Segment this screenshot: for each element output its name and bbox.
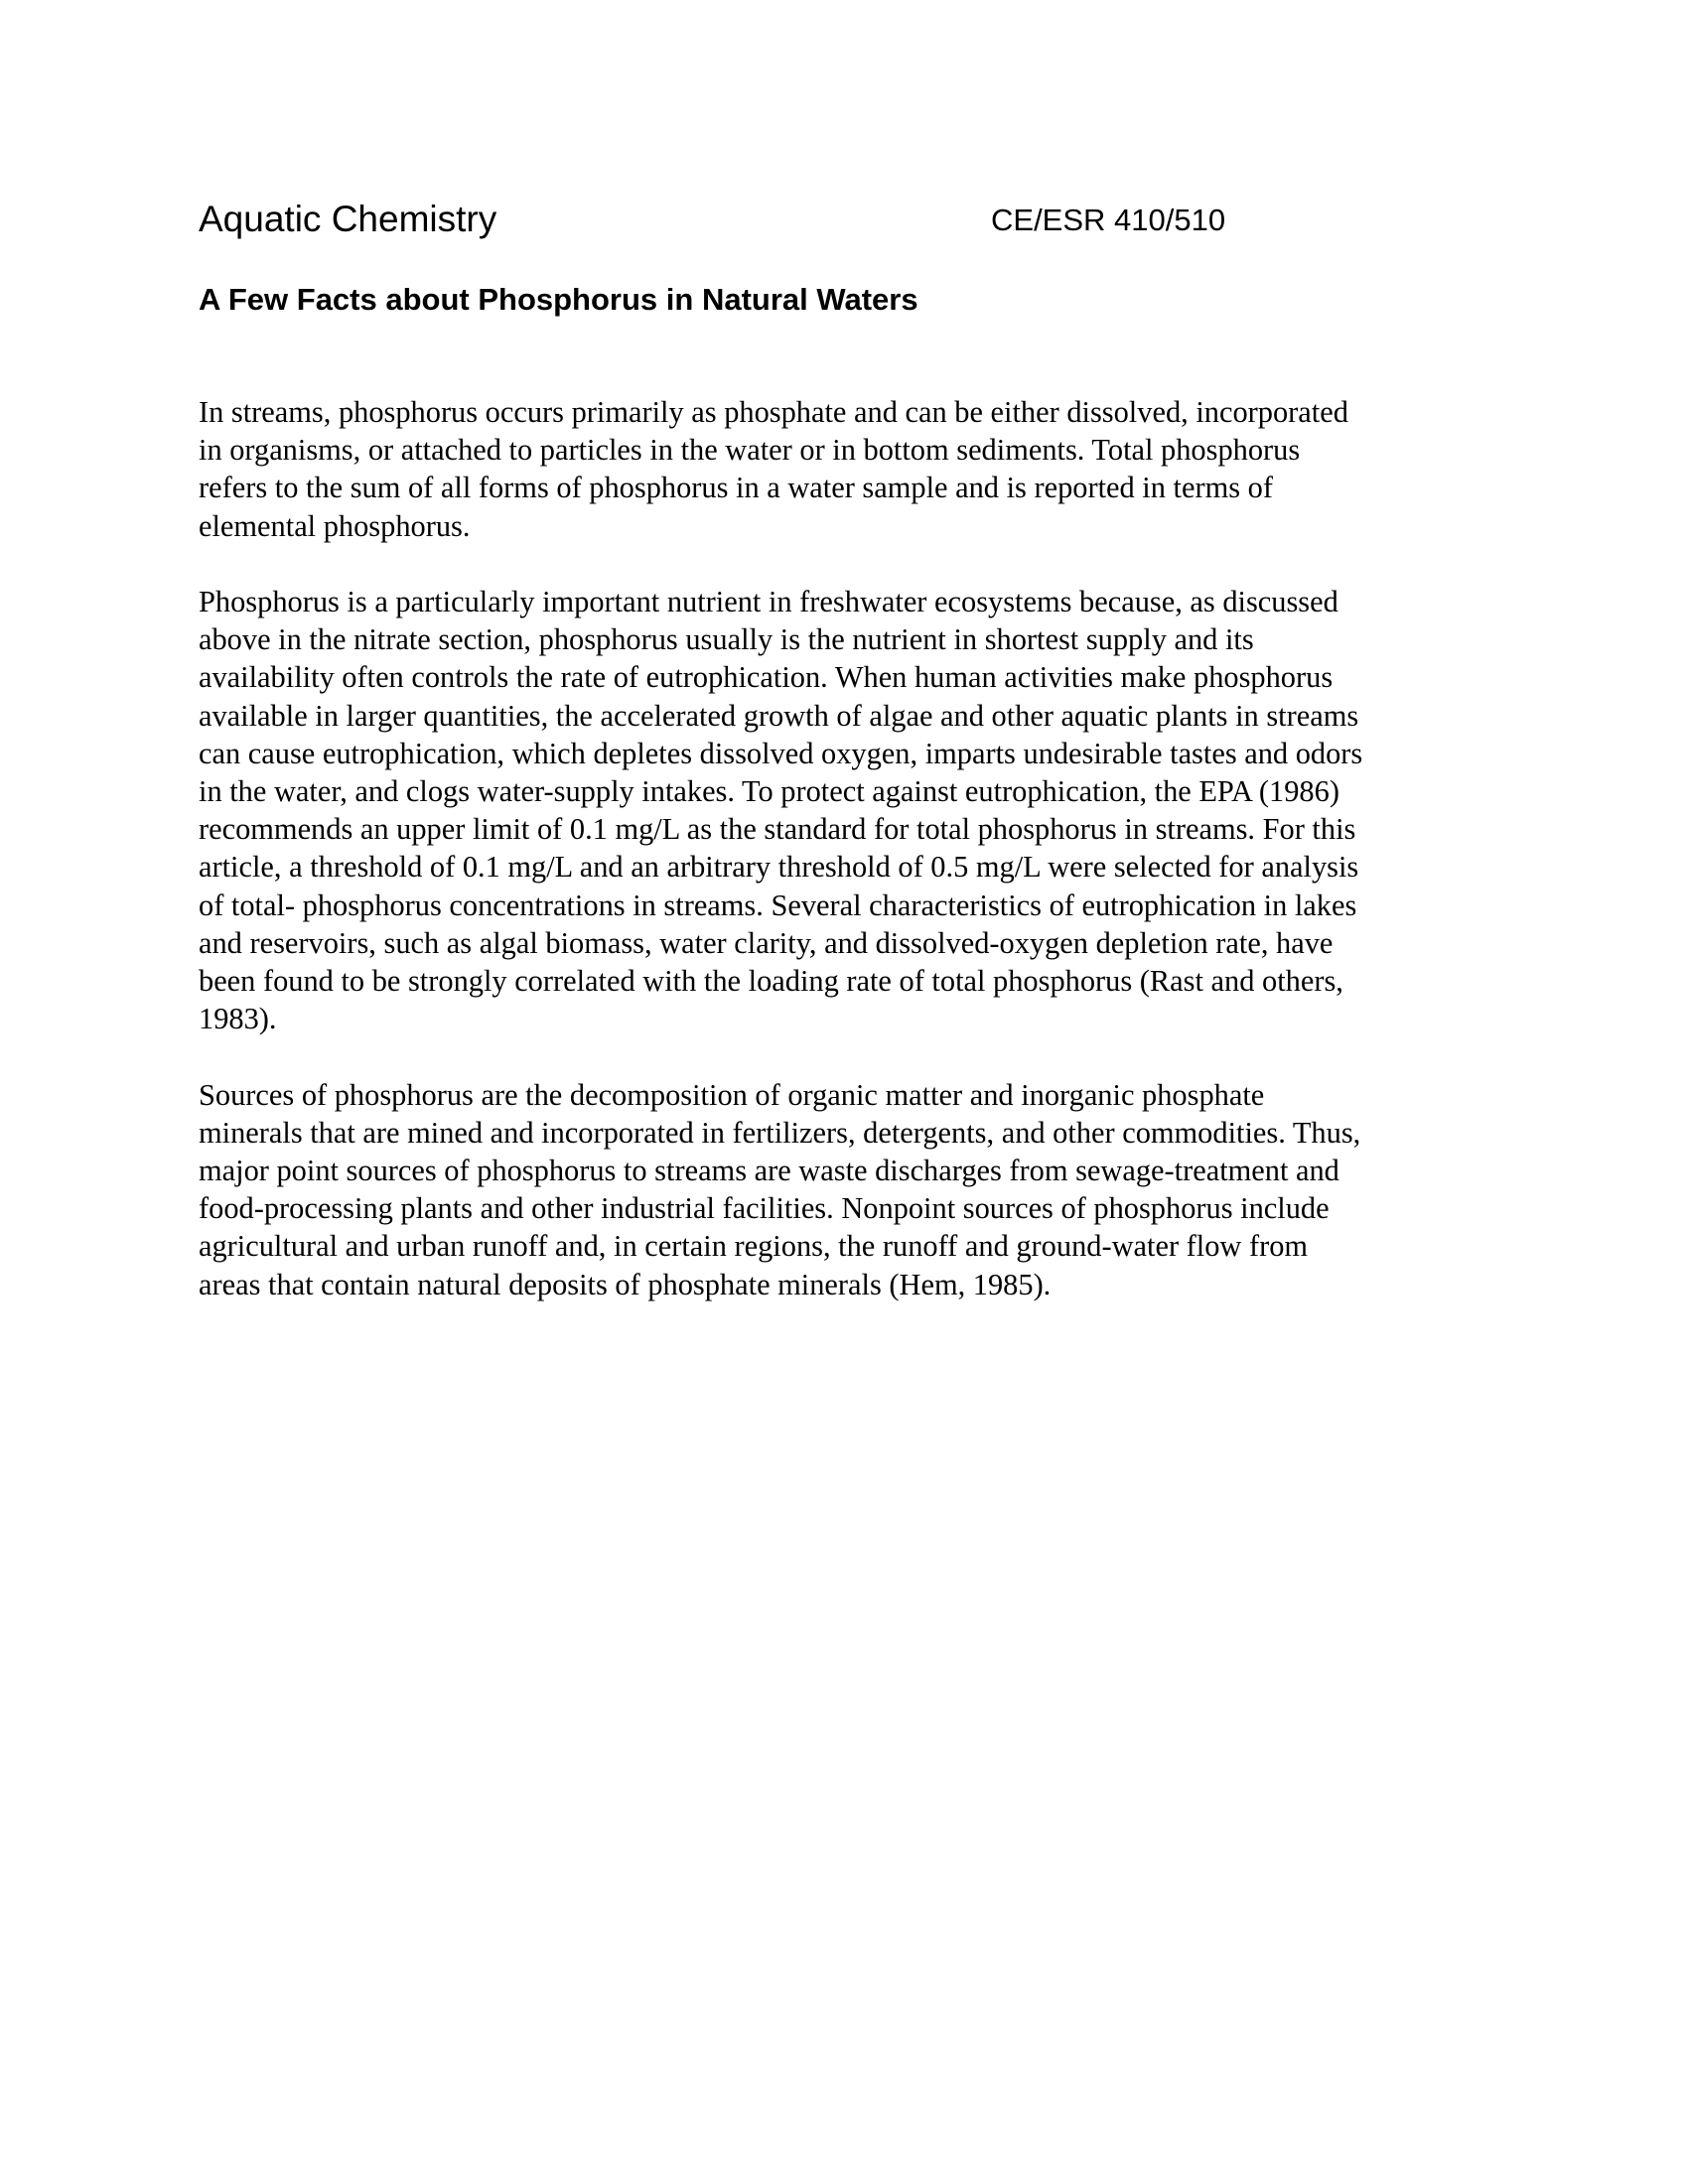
paragraph-3: [199, 1076, 1489, 1303]
text-line: minerals that are mined and incorporated in fertilizers, detergents, and other commodities. Thus,: [199, 1115, 1361, 1150]
text-line: available in larger quantities, the accelerated growth of algae and other aquatic plants in streams: [199, 698, 1359, 733]
text-line: article, a threshold of 0.1 mg/L and an arbitrary threshold of 0.5 mg/L were selected for analysis: [199, 850, 1359, 885]
text-line: Sources of phosphorus are the decomposition of organic matter and inorganic phosphate: [199, 1077, 1265, 1112]
text-line: 1983).: [199, 1002, 277, 1036]
text-line: refers to the sum of all forms of phosphorus in a water sample and is reported in terms of: [199, 471, 1273, 505]
text-line: in organisms, or attached to particles in the water or in bottom sediments. Total phosphorus: [199, 433, 1301, 468]
document-title: A Few Facts about Phosphorus in Natural Waters: [199, 282, 918, 317]
text-line: In streams, phosphorus occurs primarily as phosphate and can be either dissolved, incorporated: [199, 395, 1348, 429]
text-line: agricultural and urban runoff and, in certain regions, the runoff and ground-water flow from: [199, 1229, 1309, 1264]
course-title: Aquatic Chemistry: [199, 199, 497, 239]
text-line: availability often controls the rate of eutrophication. When human activities make phosphorus: [199, 660, 1334, 695]
text-line: can cause eutrophication, which depletes dissolved oxygen, imparts undesirable tastes and odors: [199, 736, 1363, 770]
text-line: elemental phosphorus.: [199, 508, 471, 543]
document-body: [199, 393, 1489, 1341]
text-line: been found to be strongly correlated with the loading rate of total phosphorus (Rast and others,: [199, 964, 1343, 999]
course-code: CE/ESR 410/510: [991, 203, 1226, 237]
text-line: major point sources of phosphorus to streams are waste discharges from sewage-treatment and: [199, 1154, 1339, 1188]
text-line: food-processing plants and other industrial facilities. Nonpoint sources of phosphorus include: [199, 1191, 1330, 1226]
paragraph-2: [199, 583, 1489, 1037]
text-line: of total- phosphorus concentrations in streams. Several characteristics of eutrophication in lakes: [199, 887, 1357, 922]
text-line: above in the nitrate section, phosphorus usually is the nutrient in shortest supply and its: [199, 622, 1254, 657]
text-line: areas that contain natural deposits of phosphate minerals (Hem, 1985).: [199, 1267, 1052, 1301]
text-line: Phosphorus is a particularly important nutrient in freshwater ecosystems because, as discussed: [199, 585, 1338, 618]
text-line: in the water, and clogs water-supply intakes. To protect against eutrophication, the EPA (1986): [199, 774, 1339, 809]
paragraph-1: [199, 393, 1489, 545]
page-header: [199, 195, 1251, 244]
text-line: and reservoirs, such as algal biomass, water clarity, and dissolved-oxygen depletion rate, have: [199, 925, 1334, 960]
text-line: recommends an upper limit of 0.1 mg/L as the standard for total phosphorus in streams. For this: [199, 812, 1356, 847]
